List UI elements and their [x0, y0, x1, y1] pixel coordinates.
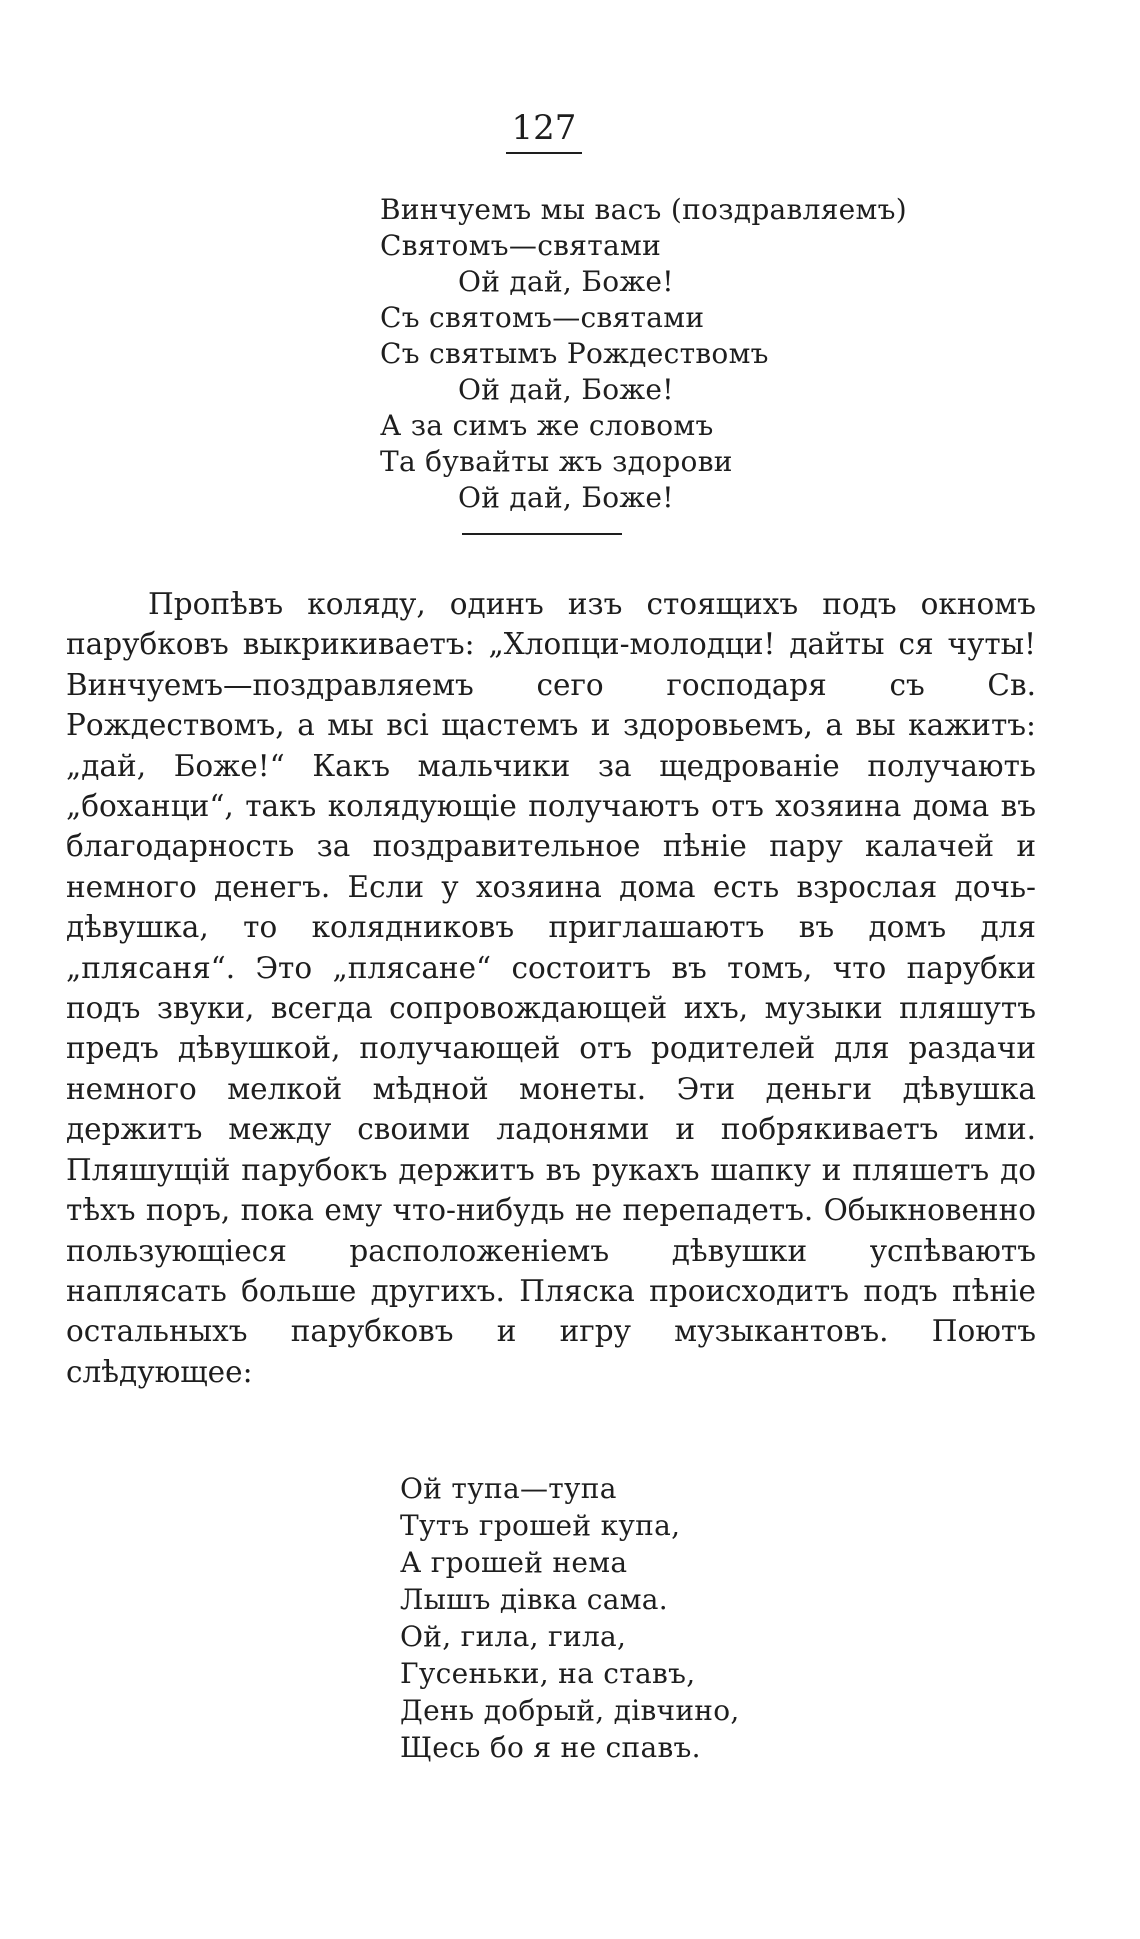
verse-line: Винчуемъ мы васъ (поздравляемъ): [380, 193, 907, 226]
dance-song-verse: [400, 1470, 740, 1766]
verse-line: Та бувайты жъ здорови: [380, 445, 733, 478]
verse-line: Ой тупа—тупа: [400, 1472, 617, 1505]
verse-line: Съ святомъ—святами: [380, 301, 705, 334]
verse-line: Гусеньки, на ставъ,: [400, 1657, 696, 1690]
verse-line: День добрый, дівчино,: [400, 1694, 740, 1727]
verse-line: А за симъ же словомъ: [380, 409, 714, 442]
verse-refrain: Ой дай, Боже!: [458, 373, 674, 406]
carol-verse: [380, 192, 907, 516]
verse-line: Съ святымъ Рождествомъ: [380, 337, 769, 370]
verse-line: А грошей нема: [400, 1546, 628, 1579]
page-number: 127: [506, 108, 582, 154]
verse-line: Тутъ грошей купа,: [400, 1509, 681, 1542]
verse-refrain: Ой дай, Боже!: [458, 481, 674, 514]
verse-refrain: Ой дай, Боже!: [458, 265, 674, 298]
verse-line: Святомъ—святами: [380, 229, 662, 262]
section-separator: [462, 533, 622, 535]
body-paragraph: Пропѣвъ коляду, одинъ изъ стоящихъ подъ окномъ парубковъ выкрикиваетъ: „Хлопци-молодци! дайты ся чуты! Винчуемъ—поздравляемъ сего господаря съ Св. Рождествомъ, а мы всі щастемъ и здоровьемъ, а вы кажитъ: „дай, Боже!“ Какъ мальчики за щедрованіе получають „боханци“, такъ колядующіе получаютъ отъ хозяина дома въ благодарность за поздравительное пѣніе пару калачей и немного денегъ. Если у хозяина дома есть взрослая дочь-дѣвушка, то колядниковъ приглашаютъ въ домъ для „плясаня“. Это „плясане“ состоитъ въ томъ, что парубки подъ звуки, всегда сопровождающей ихъ, музыки пляшутъ предъ дѣвушкой, получающей отъ родителей для раздачи немного мелкой мѣдной монеты. Эти деньги дѣвушка держитъ между своими ладонями и побрякиваетъ ими. Пляшущій парубокъ держитъ въ рукахъ шапку и пляшетъ до тѣхъ поръ, пока ему что-нибудь не перепадетъ. Обыкновенно пользующіеся расположеніемъ дѣвушки успѣваютъ наплясать больше другихъ. Пляска происходитъ подъ пѣніе остальныхъ парубковъ и игру музыкантовъ. Поютъ слѣдующее:: [66, 587, 1036, 1389]
verse-line: Щесь бо я не спавъ.: [400, 1731, 701, 1764]
verse-line: Ой, гила, гила,: [400, 1620, 627, 1653]
verse-line: Лышъ дівка сама.: [400, 1583, 668, 1616]
